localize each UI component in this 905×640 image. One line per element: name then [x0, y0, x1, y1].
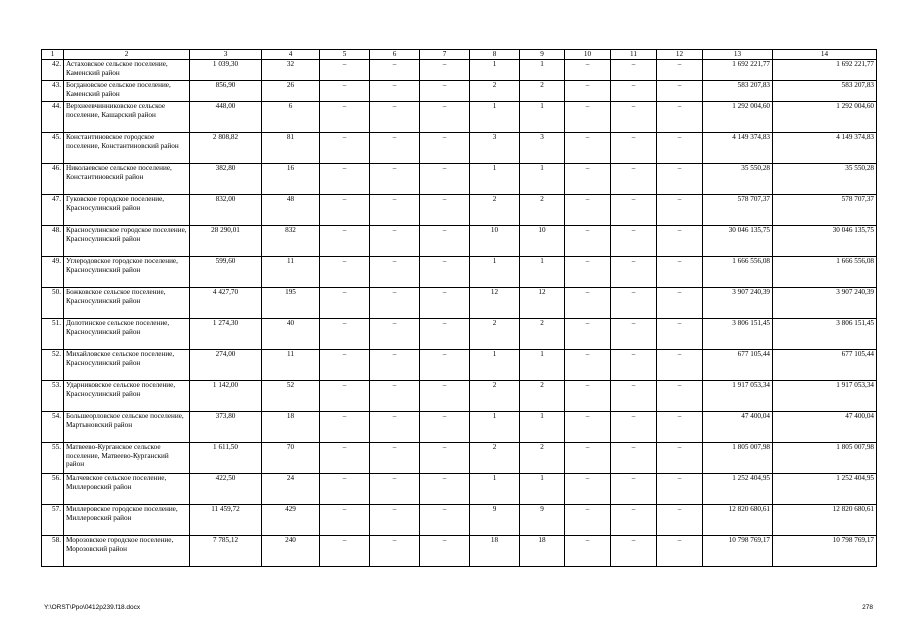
value-cell: –: [320, 195, 370, 226]
value-cell: –: [657, 474, 703, 505]
column-header-7: 7: [420, 50, 470, 60]
value-cell: 578 707,37: [773, 195, 877, 226]
value-cell: –: [657, 133, 703, 164]
value-cell: –: [320, 102, 370, 133]
value-cell: 1 611,50: [190, 443, 262, 474]
value-cell: –: [320, 164, 370, 195]
table-row: [42, 443, 877, 474]
value-cell: 677 105,44: [703, 350, 773, 381]
value-cell: –: [370, 381, 420, 412]
value-cell: –: [657, 288, 703, 319]
column-header-13: 13: [703, 50, 773, 60]
value-cell: 1: [470, 257, 520, 288]
row-number: 51.: [42, 319, 64, 350]
value-cell: –: [565, 195, 611, 226]
value-cell: –: [420, 226, 470, 257]
value-cell: –: [370, 319, 420, 350]
value-cell: –: [370, 81, 420, 102]
value-cell: –: [420, 381, 470, 412]
column-header-5: 5: [320, 50, 370, 60]
value-cell: –: [370, 226, 420, 257]
row-number: 47.: [42, 195, 64, 226]
value-cell: 1: [520, 474, 565, 505]
value-cell: 422,50: [190, 474, 262, 505]
value-cell: 583 207,83: [703, 81, 773, 102]
value-cell: 11: [262, 350, 320, 381]
value-cell: –: [370, 505, 420, 536]
value-cell: 18: [470, 536, 520, 567]
value-cell: –: [320, 443, 370, 474]
value-cell: 30 046 135,75: [773, 226, 877, 257]
value-cell: –: [420, 319, 470, 350]
value-cell: –: [420, 195, 470, 226]
value-cell: –: [420, 474, 470, 505]
value-cell: 81: [262, 133, 320, 164]
value-cell: 1: [470, 102, 520, 133]
table-row: [42, 60, 877, 81]
row-number: 54.: [42, 412, 64, 443]
footer-file-path: Y:\ORST\Ppo\0412p239.f18.docx: [44, 604, 141, 611]
value-cell: 28 290,01: [190, 226, 262, 257]
value-cell: 12: [470, 288, 520, 319]
value-cell: 1 917 053,34: [703, 381, 773, 412]
value-cell: –: [370, 195, 420, 226]
value-cell: 2: [520, 319, 565, 350]
settlement-name: Красносулинское городское поселение, Красносулинский район: [64, 226, 190, 257]
value-cell: –: [370, 350, 420, 381]
settlement-name: Матвеево-Курганское сельское поселение, Матвеево-Курганский район: [64, 443, 190, 474]
table-row: [42, 536, 877, 567]
value-cell: 1: [520, 257, 565, 288]
table-row: [42, 81, 877, 102]
value-cell: 12: [520, 288, 565, 319]
table-row: [42, 350, 877, 381]
row-number: 42.: [42, 60, 64, 81]
value-cell: 1 917 053,34: [773, 381, 877, 412]
table-header-row: [42, 50, 877, 60]
column-header-1: 1: [42, 50, 64, 60]
row-number: 50.: [42, 288, 64, 319]
value-cell: 11 459,72: [190, 505, 262, 536]
table-row: [42, 226, 877, 257]
value-cell: –: [611, 81, 657, 102]
value-cell: –: [370, 133, 420, 164]
table-row: [42, 474, 877, 505]
settlement-name: Морозовское городское поселение, Морозовский район: [64, 536, 190, 567]
value-cell: 3: [470, 133, 520, 164]
row-number: 46.: [42, 164, 64, 195]
row-number: 48.: [42, 226, 64, 257]
table-row: [42, 319, 877, 350]
column-header-6: 6: [370, 50, 420, 60]
value-cell: –: [320, 319, 370, 350]
value-cell: 2: [470, 319, 520, 350]
column-header-4: 4: [262, 50, 320, 60]
value-cell: –: [565, 474, 611, 505]
value-cell: 12 820 680,61: [773, 505, 877, 536]
table-row: [42, 195, 877, 226]
value-cell: 3 806 151,45: [773, 319, 877, 350]
value-cell: –: [565, 257, 611, 288]
settlement-name: Богдановское сельское поселение, Каменский район: [64, 81, 190, 102]
value-cell: –: [611, 412, 657, 443]
table-row: [42, 257, 877, 288]
value-cell: –: [420, 443, 470, 474]
value-cell: –: [611, 195, 657, 226]
column-header-12: 12: [657, 50, 703, 60]
value-cell: 195: [262, 288, 320, 319]
row-number: 55.: [42, 443, 64, 474]
settlement-name: Константиновское городское поселение, Константиновский район: [64, 133, 190, 164]
settlement-name: Миллеровское городское поселение, Миллеровский район: [64, 505, 190, 536]
settlement-name: Большеорловское сельское поселение, Мартыновский район: [64, 412, 190, 443]
settlement-name: Ударниковское сельское поселение, Красносулинский район: [64, 381, 190, 412]
value-cell: 1: [470, 60, 520, 81]
value-cell: 52: [262, 381, 320, 412]
value-cell: 18: [520, 536, 565, 567]
value-cell: –: [565, 443, 611, 474]
value-cell: 1 252 404,95: [773, 474, 877, 505]
column-header-3: 3: [190, 50, 262, 60]
footer-page-number: 278: [862, 604, 873, 611]
value-cell: –: [657, 226, 703, 257]
settlement-name: Верхнеевчинниковское сельское поселение, Кашарский район: [64, 102, 190, 133]
column-header-14: 14: [773, 50, 877, 60]
value-cell: –: [420, 257, 470, 288]
settlement-name: Михайловское сельское поселение, Красносулинский район: [64, 350, 190, 381]
value-cell: 1 666 556,08: [773, 257, 877, 288]
value-cell: 7 785,12: [190, 536, 262, 567]
value-cell: 16: [262, 164, 320, 195]
value-cell: 2: [470, 81, 520, 102]
value-cell: –: [320, 288, 370, 319]
value-cell: 583 207,83: [773, 81, 877, 102]
value-cell: 4 149 374,83: [773, 133, 877, 164]
value-cell: 10 798 769,17: [773, 536, 877, 567]
value-cell: 2: [520, 81, 565, 102]
value-cell: –: [320, 133, 370, 164]
value-cell: –: [611, 536, 657, 567]
settlement-name: Долотинское сельское поселение, Красносулинский район: [64, 319, 190, 350]
value-cell: –: [657, 164, 703, 195]
table-row: [42, 133, 877, 164]
column-header-9: 9: [520, 50, 565, 60]
value-cell: –: [657, 381, 703, 412]
value-cell: 382,80: [190, 164, 262, 195]
value-cell: –: [370, 412, 420, 443]
value-cell: –: [565, 536, 611, 567]
value-cell: 1: [470, 474, 520, 505]
row-number: 56.: [42, 474, 64, 505]
value-cell: –: [320, 226, 370, 257]
value-cell: 856,90: [190, 81, 262, 102]
value-cell: –: [565, 133, 611, 164]
value-cell: –: [657, 350, 703, 381]
value-cell: –: [565, 319, 611, 350]
table-row: [42, 164, 877, 195]
value-cell: 429: [262, 505, 320, 536]
value-cell: 1 292 004,60: [773, 102, 877, 133]
table-row: [42, 102, 877, 133]
value-cell: –: [420, 81, 470, 102]
row-number: 58.: [42, 536, 64, 567]
value-cell: –: [611, 288, 657, 319]
value-cell: –: [320, 536, 370, 567]
value-cell: –: [565, 60, 611, 81]
table-row: [42, 288, 877, 319]
value-cell: 1: [520, 412, 565, 443]
value-cell: 2: [520, 381, 565, 412]
value-cell: –: [320, 474, 370, 505]
value-cell: –: [657, 102, 703, 133]
value-cell: –: [611, 257, 657, 288]
row-number: 45.: [42, 133, 64, 164]
value-cell: –: [565, 226, 611, 257]
value-cell: 40: [262, 319, 320, 350]
settlement-name: Углеродовское городское поселение, Красносулинский район: [64, 257, 190, 288]
value-cell: 1: [470, 350, 520, 381]
value-cell: –: [657, 195, 703, 226]
value-cell: –: [370, 60, 420, 81]
value-cell: –: [370, 102, 420, 133]
value-cell: 1 142,00: [190, 381, 262, 412]
value-cell: 47 400,04: [773, 412, 877, 443]
value-cell: –: [565, 102, 611, 133]
value-cell: 10 798 769,17: [703, 536, 773, 567]
value-cell: –: [370, 474, 420, 505]
value-cell: 10: [470, 226, 520, 257]
value-cell: 832: [262, 226, 320, 257]
value-cell: 1 274,30: [190, 319, 262, 350]
value-cell: 1: [470, 164, 520, 195]
value-cell: 3 806 151,45: [703, 319, 773, 350]
value-cell: –: [611, 60, 657, 81]
value-cell: –: [565, 164, 611, 195]
value-cell: –: [657, 319, 703, 350]
value-cell: –: [420, 133, 470, 164]
value-cell: –: [565, 288, 611, 319]
value-cell: 24: [262, 474, 320, 505]
table-row: [42, 505, 877, 536]
value-cell: –: [657, 412, 703, 443]
value-cell: 578 707,37: [703, 195, 773, 226]
value-cell: –: [611, 133, 657, 164]
value-cell: –: [370, 536, 420, 567]
value-cell: –: [611, 474, 657, 505]
value-cell: –: [611, 381, 657, 412]
value-cell: 677 105,44: [773, 350, 877, 381]
value-cell: –: [611, 443, 657, 474]
value-cell: 1 292 004,60: [703, 102, 773, 133]
value-cell: 3 907 240,39: [773, 288, 877, 319]
value-cell: –: [611, 350, 657, 381]
value-cell: 2: [520, 195, 565, 226]
value-cell: –: [565, 350, 611, 381]
settlement-name: Гуковское городское поселение, Красносулинский район: [64, 195, 190, 226]
value-cell: –: [420, 505, 470, 536]
settlement-name: Астаховское сельское поселение, Каменский район: [64, 60, 190, 81]
value-cell: 48: [262, 195, 320, 226]
column-header-8: 8: [470, 50, 520, 60]
value-cell: –: [320, 60, 370, 81]
value-cell: 4 427,70: [190, 288, 262, 319]
value-cell: 448,00: [190, 102, 262, 133]
value-cell: 9: [520, 505, 565, 536]
row-number: 44.: [42, 102, 64, 133]
value-cell: 1 805 007,98: [773, 443, 877, 474]
value-cell: 4 149 374,83: [703, 133, 773, 164]
value-cell: –: [420, 536, 470, 567]
table-body: [42, 60, 877, 567]
value-cell: –: [320, 412, 370, 443]
value-cell: –: [420, 60, 470, 81]
value-cell: –: [657, 505, 703, 536]
value-cell: 1 039,30: [190, 60, 262, 81]
value-cell: –: [320, 257, 370, 288]
value-cell: 832,00: [190, 195, 262, 226]
value-cell: –: [565, 381, 611, 412]
value-cell: –: [565, 81, 611, 102]
value-cell: 2: [470, 443, 520, 474]
value-cell: –: [370, 164, 420, 195]
value-cell: 1 805 007,98: [703, 443, 773, 474]
value-cell: 30 046 135,75: [703, 226, 773, 257]
row-number: 49.: [42, 257, 64, 288]
row-number: 57.: [42, 505, 64, 536]
value-cell: 70: [262, 443, 320, 474]
value-cell: 1 666 556,08: [703, 257, 773, 288]
settlement-name: Николаевское сельское поселение, Константиновский район: [64, 164, 190, 195]
value-cell: 3 907 240,39: [703, 288, 773, 319]
row-number: 53.: [42, 381, 64, 412]
row-number: 43.: [42, 81, 64, 102]
value-cell: –: [611, 319, 657, 350]
value-cell: –: [420, 164, 470, 195]
row-number: 52.: [42, 350, 64, 381]
value-cell: 373,80: [190, 412, 262, 443]
value-cell: 2: [520, 443, 565, 474]
value-cell: 18: [262, 412, 320, 443]
value-cell: –: [370, 288, 420, 319]
value-cell: –: [565, 412, 611, 443]
value-cell: –: [420, 350, 470, 381]
value-cell: –: [420, 288, 470, 319]
value-cell: 9: [470, 505, 520, 536]
value-cell: 11: [262, 257, 320, 288]
value-cell: 1: [520, 350, 565, 381]
value-cell: –: [370, 257, 420, 288]
value-cell: –: [657, 81, 703, 102]
value-cell: 47 400,04: [703, 412, 773, 443]
value-cell: 35 550,28: [703, 164, 773, 195]
value-cell: –: [420, 412, 470, 443]
value-cell: 2: [470, 195, 520, 226]
value-cell: –: [370, 443, 420, 474]
value-cell: –: [320, 81, 370, 102]
value-cell: 2: [470, 381, 520, 412]
settlement-name: Малчевское сельское поселение, Миллеровский район: [64, 474, 190, 505]
value-cell: 10: [520, 226, 565, 257]
value-cell: –: [657, 536, 703, 567]
value-cell: 3: [520, 133, 565, 164]
value-cell: 1: [520, 60, 565, 81]
table-row: [42, 381, 877, 412]
value-cell: –: [611, 164, 657, 195]
value-cell: –: [657, 257, 703, 288]
value-cell: –: [611, 102, 657, 133]
value-cell: 35 550,28: [773, 164, 877, 195]
value-cell: 240: [262, 536, 320, 567]
column-header-10: 10: [565, 50, 611, 60]
value-cell: 2 808,82: [190, 133, 262, 164]
column-header-11: 11: [611, 50, 657, 60]
column-header-2: 2: [64, 50, 190, 60]
value-cell: –: [611, 505, 657, 536]
settlement-name: Божковское сельское поселение, Красносулинский район: [64, 288, 190, 319]
value-cell: 599,60: [190, 257, 262, 288]
value-cell: –: [420, 102, 470, 133]
value-cell: 1 252 404,95: [703, 474, 773, 505]
value-cell: –: [320, 505, 370, 536]
value-cell: 12 820 680,61: [703, 505, 773, 536]
value-cell: –: [657, 443, 703, 474]
value-cell: 1 692 221,77: [773, 60, 877, 81]
value-cell: 26: [262, 81, 320, 102]
value-cell: –: [657, 60, 703, 81]
value-cell: –: [565, 505, 611, 536]
value-cell: 274,00: [190, 350, 262, 381]
value-cell: 32: [262, 60, 320, 81]
value-cell: –: [320, 350, 370, 381]
value-cell: 1: [520, 164, 565, 195]
value-cell: 1 692 221,77: [703, 60, 773, 81]
table-row: [42, 412, 877, 443]
value-cell: –: [611, 226, 657, 257]
value-cell: 1: [520, 102, 565, 133]
document-table: [41, 49, 877, 567]
value-cell: 6: [262, 102, 320, 133]
value-cell: –: [320, 381, 370, 412]
value-cell: 1: [470, 412, 520, 443]
